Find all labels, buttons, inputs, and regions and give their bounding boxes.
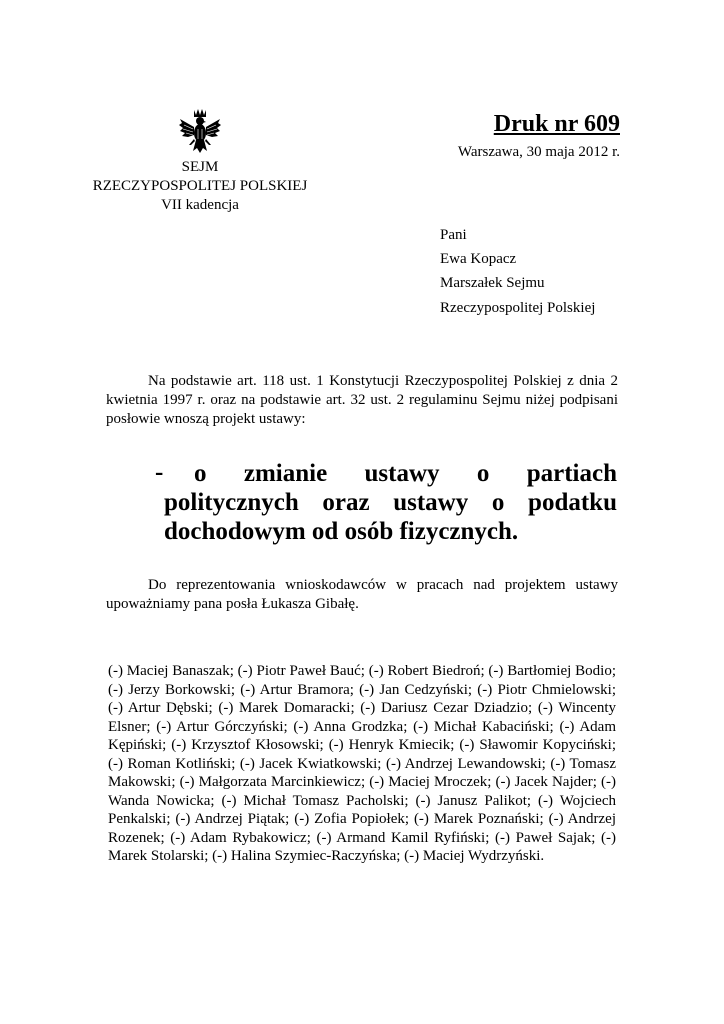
polish-eagle-emblem-icon [178, 107, 222, 155]
addressee-line-3: Marszałek Sejmu [440, 275, 545, 291]
print-number: Druk nr 609 [493, 111, 620, 137]
place-date: Warszawa, 30 maja 2012 r. [457, 144, 620, 160]
addressee-line-2: Ewa Kopacz [440, 251, 517, 267]
representative-paragraph: Do reprezentowania wnioskodawców w pracach nad projektem ustawy upoważniamy pana posła Łukasza Gibałę. [106, 577, 618, 612]
institution-line-3: VII kadencja [161, 197, 239, 213]
signatories-list: (-) Maciej Banaszak; (-) Piotr Paweł Bauć; (-) Robert Biedroń; (-) Bartłomiej Bodio; (-) Jerzy Borkowski; (-) Artur Bramora; (-) Jan Cedzyński; (-) Piotr Chmielowski; (-) Artur Dębski; (-) Marek Domaracki; (-) Dariusz Cezar Dziadzio; (-) Wincenty Elsner; (-) Artur Górczyński; (-) Anna Grodzka; (-) Michał Kabaciński; (-) Adam Kępiński; (-) Krzysztof Kłosowski; (-) Henryk Kmiecik; (-) Sławomir Kopyciński; (-) Roman Kotliński; (-) Jacek Kwiatkowski; (-) Andrzej Lewandowski; (-) Tomasz Makowski; (-) Małgorzata Marcinkiewicz; (-) Maciej Mroczek; (-) Jacek Najder; (-) Wanda Nowicka; (-) Michał Tomasz Pacholski; (-) Janusz Palikot; (-) Wojciech Penkalski; (-) Andrzej Piątak; (-) Zofia Popiołek; (-) Marek Poznański; (-) Andrzej Rozenek; (-) Adam Rybakowicz; (-) Armand Kamil Ryfiński; (-) Paweł Sajak; (-) Marek Stolarski; (-) Halina Szymiec-Raczyńska; (-) Maciej Wydrzyński. [108, 663, 616, 864]
institution-block [60, 158, 340, 215]
addressee-line-4: Rzeczypospolitej Polskiej [440, 300, 596, 316]
subject-dash: - [155, 459, 164, 486]
addressee-line-1: Pani [440, 227, 467, 243]
institution-line-1: SEJM [181, 159, 219, 175]
bill-subject: o zmianie ustawy o partiach politycznych oraz ustawy o podatku dochodowym od osób fizycznych. [164, 460, 617, 545]
institution-line-2: RZECZYPOSPOLITEJ POLSKIEJ [92, 178, 308, 194]
intro-paragraph: Na podstawie art. 118 ust. 1 Konstytucji Rzeczypospolitej Polskiej z dnia 2 kwietnia 1997 r. oraz na podstawie art. 32 ust. 2 regulaminu Sejmu niżej podpisani posłowie wnoszą projekt ustawy: [106, 373, 618, 427]
